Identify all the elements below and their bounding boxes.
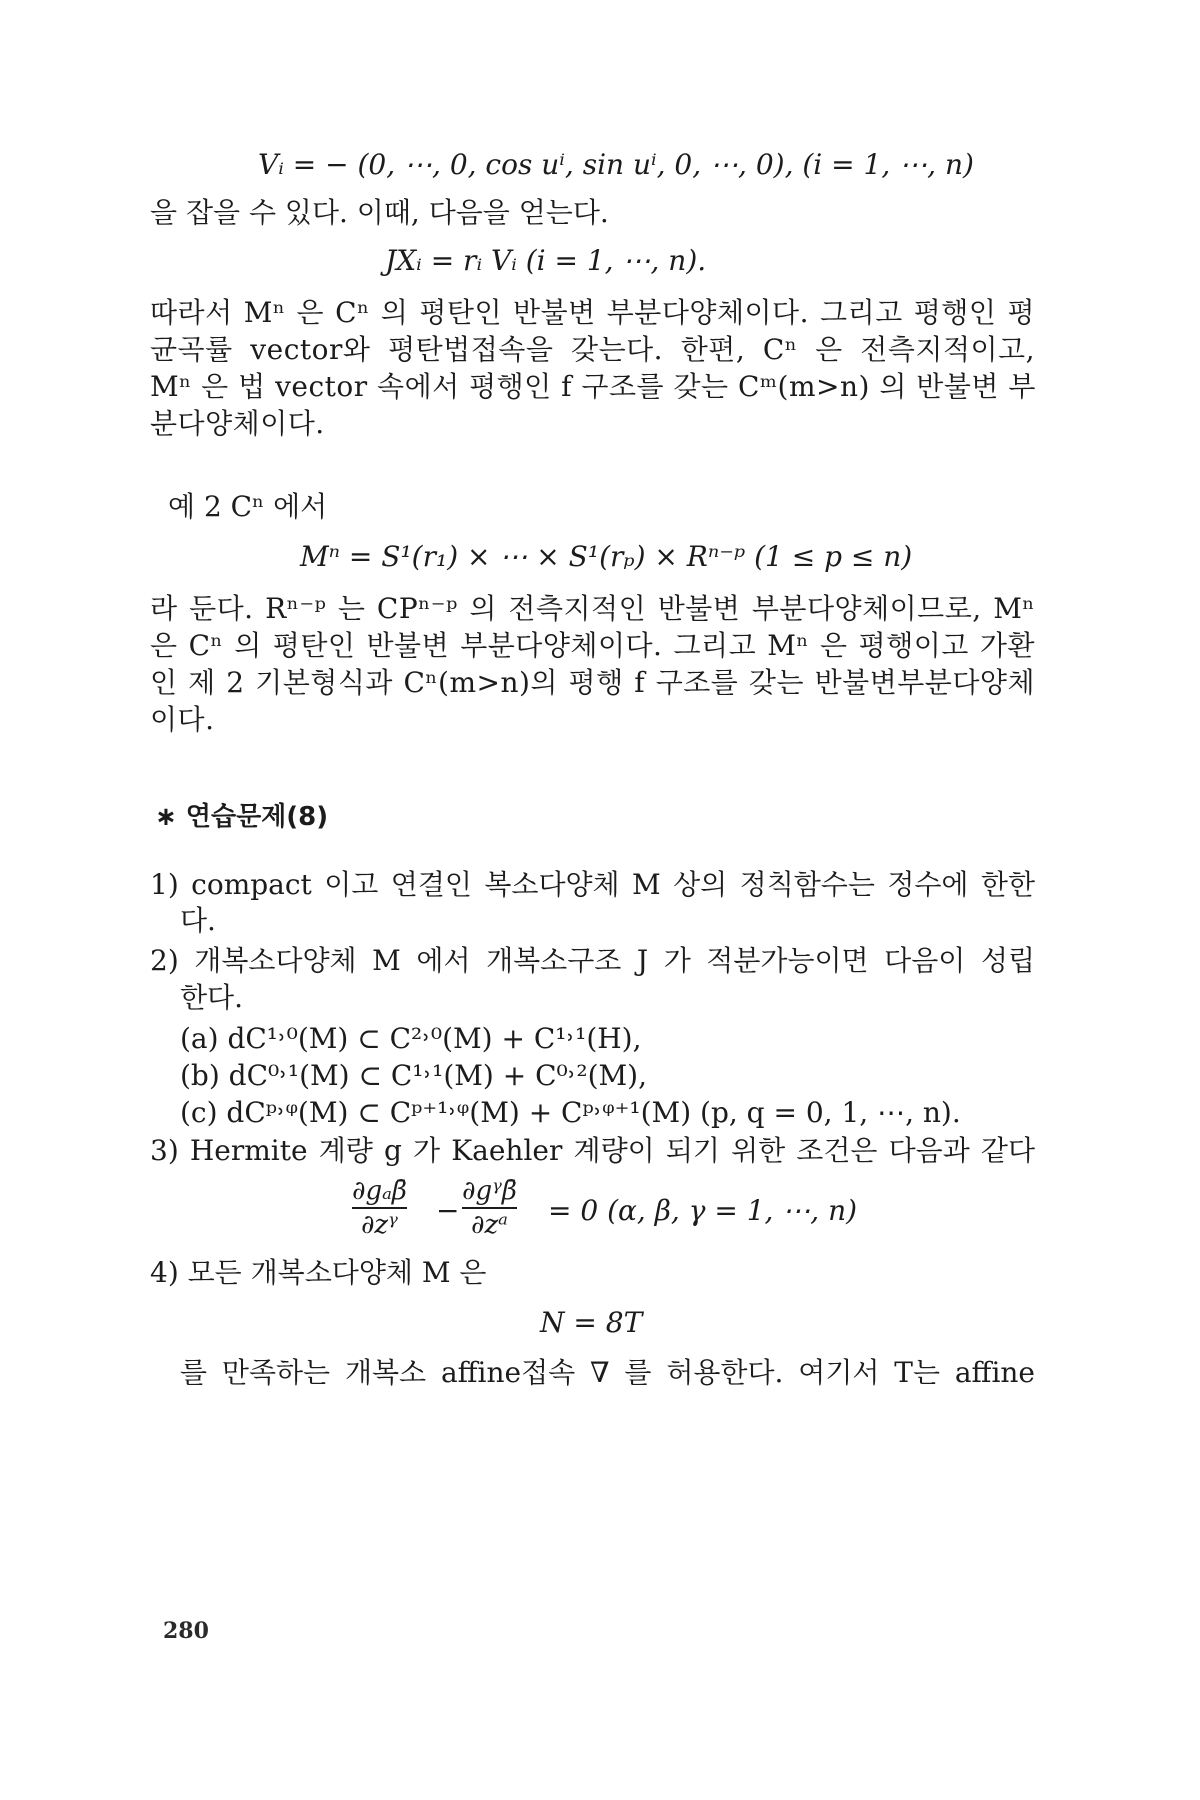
exercise-item: 1) compact 이고 연결인 복소다양체 M 상의 정칙함수는 정수에 한한 [150, 868, 1035, 901]
equation-m: Mⁿ = S¹(r₁) × ⋯ × S¹(rₚ) × Rⁿ⁻ᵖ (1 ≤ p ≤ n) [300, 540, 913, 573]
paragraph-line: Mⁿ 은 법 vector 속에서 평행인 f 구조를 갖는 Cᵐ(m>n) 의 반불변 부 [150, 370, 1036, 403]
equation-v: Vᵢ = − (0, ⋯, 0, cos uⁱ, sin uⁱ, 0, ⋯, 0), (i = 1, ⋯, n) [258, 148, 974, 181]
fraction-2 [462, 1176, 517, 1240]
paragraph-line: 인 제 2 기본형식과 Cⁿ(m>n)의 평행 f 구조를 갖는 반불변부분다양체 [150, 666, 1035, 699]
fraction-denominator: ∂zᵃ [471, 1210, 508, 1240]
fraction-bar [352, 1207, 407, 1209]
paragraph-line: 따라서 Mⁿ 은 Cⁿ 의 평탄인 반불변 부분다양체이다. 그리고 평행인 평 [150, 296, 1035, 329]
paragraph-line: 를 만족하는 개복소 affine접속 ∇ 를 허용한다. 여기서 T는 affine [180, 1356, 1035, 1389]
fraction-numerator: ∂gᵞβ̄ [462, 1176, 517, 1206]
fraction-numerator: ∂gₐβ̄ [352, 1176, 407, 1206]
paragraph-line: 분다양체이다. [150, 407, 325, 440]
fraction-denominator: ∂zᵞ [360, 1210, 398, 1240]
equation-tail: = 0 (α, β, γ = 1, ⋯, n) [548, 1194, 858, 1227]
exercise-item: 3) Hermite 계량 g 가 Kaehler 계량이 되기 위한 조건은 다음과 같다 [150, 1134, 1035, 1167]
paragraph-line: 을 잡을 수 있다. 이때, 다음을 얻는다. [150, 196, 609, 229]
paragraph-line: 균곡률 vector와 평탄법접속을 갖는다. 한편, Cⁿ 은 전측지적이고, [150, 333, 1035, 366]
exercise-item: 다. [180, 904, 216, 937]
exercise-item: 4) 모든 개복소다양체 M 은 [150, 1256, 487, 1289]
paragraph-line: 은 Cⁿ 의 평탄인 반불변 부분다양체이다. 그리고 Mⁿ 은 평행이고 가환 [150, 629, 1035, 662]
minus-sign: − [436, 1194, 460, 1227]
exercise-subitem: (c) dCᵖ˒ᵠ(M) ⊂ Cᵖ⁺¹˒ᵠ(M) + Cᵖ˒ᵠ⁺¹(M) (p, q = 0, 1, ⋯, n). [180, 1096, 961, 1129]
exercise-subitem: (a) dC¹˒⁰(M) ⊂ C²˒⁰(M) + C¹˒¹(H), [180, 1022, 642, 1055]
exercise-item: 한다. [180, 981, 243, 1014]
page-number: 280 [163, 1618, 209, 1644]
exercise-item: 2) 개복소다양체 M 에서 개복소구조 J 가 적분가능이면 다음이 성립 [150, 944, 1035, 977]
exercise-subitem: (b) dC⁰˒¹(M) ⊂ C¹˒¹(M) + C⁰˒²(M), [180, 1059, 647, 1092]
paragraph-line: 이다. [150, 703, 215, 736]
equation-n: N = 8T [540, 1306, 643, 1339]
fraction-1 [352, 1176, 407, 1240]
example-heading: 예 2 Cⁿ 에서 [168, 490, 328, 523]
equation-jx: JXᵢ = rᵢ Vᵢ (i = 1, ⋯, n). [385, 244, 707, 277]
paragraph-line: 라 둔다. Rⁿ⁻ᵖ 는 CPⁿ⁻ᵖ 의 전측지적인 반불변 부분다양체이므로, Mⁿ [150, 592, 1035, 625]
fraction-bar [462, 1207, 517, 1209]
exercise-heading: ∗ 연습문제(8) [155, 802, 329, 832]
